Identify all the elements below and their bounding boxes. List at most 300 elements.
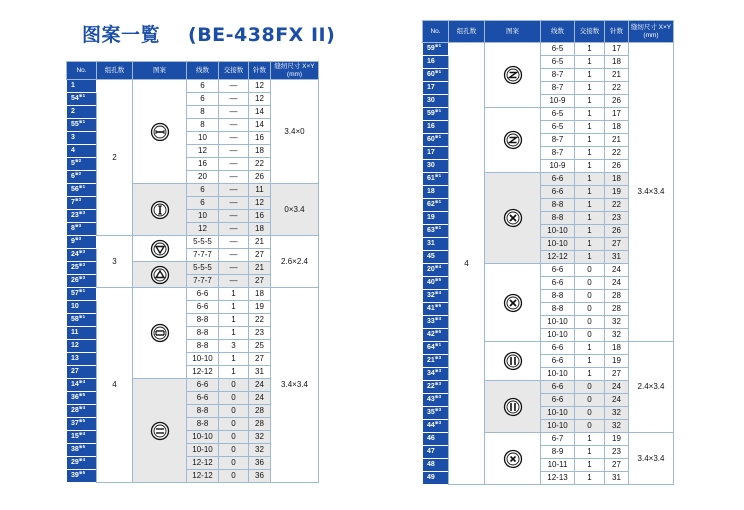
pattern-number <box>423 186 449 199</box>
crossing-count: 0 <box>219 392 249 405</box>
vline-buttonhole-icon <box>150 200 170 220</box>
needle-count: 27 <box>249 275 271 288</box>
crossing-count: — <box>219 80 249 93</box>
triangle-up-icon <box>150 239 170 259</box>
pattern-cell <box>485 264 541 342</box>
line-count: 8-7 <box>541 82 575 95</box>
pattern-number-value: 3 <box>71 134 75 141</box>
needle-count: 17 <box>605 108 629 121</box>
sewing-size: 3.4×0 <box>271 80 319 184</box>
pattern-number-value: 25 <box>71 264 79 271</box>
pattern-number-value: 39 <box>71 472 79 479</box>
footnote-mark: ※1 <box>78 93 86 98</box>
pattern-number <box>423 316 449 329</box>
line-count: 8-8 <box>187 418 219 431</box>
crossing-count: — <box>219 171 249 184</box>
needle-count: 32 <box>249 431 271 444</box>
footnote-mark: ※4 <box>434 316 442 321</box>
pattern-number-value: 36 <box>71 394 79 401</box>
crossing-count: — <box>219 93 249 106</box>
footnote-mark: ※1 <box>434 342 442 347</box>
pattern-number-value: 1 <box>71 82 75 89</box>
line-count: 10 <box>187 132 219 145</box>
footnote-mark: ※4 <box>434 264 442 269</box>
title-model: (BE-438FX II) <box>188 24 336 46</box>
footnote-mark: ※3 <box>78 275 86 280</box>
line-count: 10-10 <box>541 225 575 238</box>
pattern-number <box>423 394 449 407</box>
line-count: 6-6 <box>187 301 219 314</box>
footnote-mark: ※1 <box>78 184 86 189</box>
pattern-number-value: 48 <box>427 461 435 468</box>
needle-count: 14 <box>249 119 271 132</box>
line-count: 10-9 <box>541 160 575 173</box>
pattern-number <box>423 368 449 381</box>
line-count: 20 <box>187 171 219 184</box>
pattern-number-value: 13 <box>71 355 79 362</box>
needle-count: 24 <box>605 277 629 290</box>
line-count: 6-6 <box>541 264 575 277</box>
pattern-number-value: 49 <box>427 474 435 481</box>
line-count: 6-6 <box>541 342 575 355</box>
pattern-number <box>67 366 97 379</box>
pattern-number <box>423 303 449 316</box>
pattern-number <box>423 238 449 251</box>
needle-count: 36 <box>249 457 271 470</box>
page-title <box>82 20 335 47</box>
pattern-number <box>67 470 97 483</box>
pattern-number <box>423 459 449 472</box>
line-count: 10-10 <box>187 444 219 457</box>
pattern-number-value: 64 <box>427 344 435 351</box>
line-count: 5-5-5 <box>187 262 219 275</box>
needle-count: 16 <box>249 210 271 223</box>
pattern-number <box>423 173 449 186</box>
pattern-cell <box>485 433 541 485</box>
needle-count: 27 <box>605 238 629 251</box>
line-count: 16 <box>187 158 219 171</box>
pattern-number-value: 6 <box>71 173 75 180</box>
line-count: 6-6 <box>187 392 219 405</box>
footnote-mark: ※3 <box>74 236 82 241</box>
crossing-count: 1 <box>219 288 249 301</box>
needle-count: 31 <box>605 251 629 264</box>
pattern-number <box>67 184 97 197</box>
footnote-mark: ※1 <box>434 225 442 230</box>
pattern-number-value: 5 <box>71 160 75 167</box>
header-cross: 交接数 <box>219 62 249 80</box>
pattern-number-value: 9 <box>71 238 75 245</box>
footnote-mark: ※1 <box>78 119 86 124</box>
pattern-number <box>67 379 97 392</box>
pattern-number <box>423 329 449 342</box>
crossing-count: 0 <box>575 303 605 316</box>
crossing-count: — <box>219 119 249 132</box>
pattern-number-value: 32 <box>427 292 435 299</box>
needle-count: 23 <box>249 327 271 340</box>
footnote-mark: ※3 <box>74 223 82 228</box>
pattern-number-value: 37 <box>71 420 79 427</box>
pattern-number <box>67 457 97 470</box>
needle-count: 11 <box>249 184 271 197</box>
line-count: 8-8 <box>541 199 575 212</box>
header-no: No. <box>423 21 449 43</box>
header-lines: 线数 <box>187 62 219 80</box>
line-count: 10-10 <box>541 329 575 342</box>
line-count: 10-10 <box>541 238 575 251</box>
needle-count: 32 <box>605 407 629 420</box>
x-pattern-icon <box>503 208 523 228</box>
crossing-count: — <box>219 236 249 249</box>
footnote-mark: ※2 <box>74 158 82 163</box>
pattern-cell <box>485 108 541 173</box>
pattern-number-value: 41 <box>427 305 435 312</box>
pattern-table-left <box>66 61 319 483</box>
line-count: 12-12 <box>541 251 575 264</box>
pattern-number-value: 24 <box>71 251 79 258</box>
pattern-number <box>423 251 449 264</box>
pattern-number-value: 19 <box>427 214 435 221</box>
needle-count: 32 <box>249 444 271 457</box>
line-count: 10-11 <box>541 459 575 472</box>
pattern-number-value: 26 <box>71 277 79 284</box>
pattern-number-value: 31 <box>427 240 435 247</box>
crossing-count: — <box>219 197 249 210</box>
pattern-number <box>423 446 449 459</box>
pattern-number-value: 17 <box>427 149 435 156</box>
header-pattern: 图案 <box>133 62 187 80</box>
pattern-cell <box>133 262 187 288</box>
needle-count: 28 <box>605 303 629 316</box>
line-count: 6 <box>187 80 219 93</box>
line-count: 10-10 <box>187 353 219 366</box>
pattern-number-value: 59 <box>427 45 435 52</box>
pattern-number-value: 18 <box>427 188 435 195</box>
hole-group-count: 3 <box>97 236 133 288</box>
footnote-mark: ※1 <box>434 173 442 178</box>
line-count: 6-6 <box>187 288 219 301</box>
pattern-number-value: 34 <box>427 370 435 377</box>
line-count: 8-8 <box>187 327 219 340</box>
needle-count: 31 <box>249 366 271 379</box>
crossing-count: — <box>219 262 249 275</box>
line-count: 8-8 <box>187 340 219 353</box>
crossing-count: 1 <box>575 95 605 108</box>
sewing-size: 3.4×3.4 <box>271 288 319 483</box>
crossing-count: — <box>219 249 249 262</box>
line-count: 6-5 <box>541 108 575 121</box>
pattern-cell <box>133 379 187 483</box>
crossing-count: 0 <box>219 444 249 457</box>
needle-count: 19 <box>249 301 271 314</box>
pattern-number <box>67 132 97 145</box>
pattern-number <box>67 171 97 184</box>
crossing-count: 0 <box>219 457 249 470</box>
line-count: 10-10 <box>541 420 575 433</box>
pattern-number-value: 30 <box>427 162 435 169</box>
crossing-count: — <box>219 106 249 119</box>
line-count: 12 <box>187 145 219 158</box>
table-row <box>67 288 319 301</box>
pattern-number <box>67 80 97 93</box>
line-count: 8-7 <box>541 147 575 160</box>
line-count: 8-8 <box>541 303 575 316</box>
pattern-number-value: 60 <box>427 136 435 143</box>
crossing-count: 0 <box>575 316 605 329</box>
needle-count: 26 <box>605 160 629 173</box>
line-count: 6-6 <box>541 355 575 368</box>
footnote-mark: ※5 <box>434 303 442 308</box>
pattern-number-value: 12 <box>71 342 79 349</box>
crossing-count: 1 <box>575 69 605 82</box>
line-count: 10-10 <box>541 407 575 420</box>
pattern-number-value: 46 <box>427 435 435 442</box>
sewing-size: 2.6×2.4 <box>271 236 319 288</box>
line-count: 10-10 <box>187 431 219 444</box>
pattern-number <box>423 225 449 238</box>
crossing-count: 0 <box>219 405 249 418</box>
line-count: 6-7 <box>541 433 575 446</box>
pattern-number-value: 20 <box>427 266 435 273</box>
crossing-count: — <box>219 145 249 158</box>
pattern-number-value: 16 <box>427 123 435 130</box>
crossing-count: 1 <box>575 368 605 381</box>
footnote-mark: ※5 <box>78 418 86 423</box>
line-count: 12-12 <box>187 470 219 483</box>
needle-count: 26 <box>249 171 271 184</box>
hole-group-count: 4 <box>97 288 133 483</box>
footnote-mark: ※3 <box>434 420 442 425</box>
pattern-number <box>67 392 97 405</box>
pattern-number-value: 35 <box>427 409 435 416</box>
pattern-number-value: 16 <box>427 58 435 65</box>
footnote-mark: ※3 <box>434 368 442 373</box>
pattern-number-value: 56 <box>71 186 79 193</box>
pattern-number <box>67 418 97 431</box>
pattern-number-value: 43 <box>427 396 435 403</box>
footnote-mark: ※4 <box>78 405 86 410</box>
pattern-number <box>67 431 97 444</box>
pattern-number-value: 10 <box>71 303 79 310</box>
footnote-mark: ※3 <box>78 262 86 267</box>
pattern-number-value: 30 <box>427 97 435 104</box>
pattern-number <box>67 262 97 275</box>
pattern-cell <box>485 173 541 264</box>
footnote-mark: ※5 <box>78 444 86 449</box>
double-vline-icon <box>503 351 523 371</box>
pattern-cell <box>133 236 187 262</box>
sewing-size: 2.4×3.4 <box>629 342 674 433</box>
line-count: 6-5 <box>541 56 575 69</box>
needle-count: 24 <box>605 264 629 277</box>
pattern-cell <box>485 381 541 433</box>
footnote-mark: ※1 <box>434 199 442 204</box>
crossing-count: 1 <box>219 353 249 366</box>
crossing-count: 1 <box>219 327 249 340</box>
footnote-mark: ※1 <box>434 134 442 139</box>
pattern-number <box>423 95 449 108</box>
needle-count: 14 <box>249 106 271 119</box>
line-count: 6-5 <box>541 43 575 56</box>
double-hline-icon <box>150 323 170 343</box>
pattern-number <box>67 275 97 288</box>
pattern-number <box>67 444 97 457</box>
header-size: 缝纫尺寸 X×Y (mm) <box>271 62 319 80</box>
pattern-number-value: 47 <box>427 448 435 455</box>
needle-count: 18 <box>249 145 271 158</box>
pattern-number-value: 63 <box>427 227 435 234</box>
footnote-mark: ※1 <box>78 314 86 319</box>
x-pattern-open-icon <box>503 449 523 469</box>
footnote-mark: ※3 <box>434 407 442 412</box>
crossing-count: 1 <box>575 342 605 355</box>
needle-count: 28 <box>605 290 629 303</box>
pattern-number <box>423 82 449 95</box>
line-count: 12-13 <box>541 472 575 485</box>
footnote-mark: ※3 <box>78 249 86 254</box>
crossing-count: — <box>219 132 249 145</box>
pattern-number-value: 28 <box>71 407 79 414</box>
line-count: 8 <box>187 119 219 132</box>
pattern-number-value: 58 <box>71 316 79 323</box>
pattern-number <box>67 405 97 418</box>
crossing-count: 1 <box>575 355 605 368</box>
footnote-mark: ※5 <box>78 470 86 475</box>
pattern-number <box>423 277 449 290</box>
pattern-number <box>67 93 97 106</box>
footnote-mark: ※1 <box>434 43 442 48</box>
crossing-count: 0 <box>575 407 605 420</box>
needle-count: 26 <box>605 225 629 238</box>
pattern-number-value: 61 <box>427 175 435 182</box>
crossing-count: 0 <box>219 431 249 444</box>
pattern-number <box>67 119 97 132</box>
line-count: 6 <box>187 197 219 210</box>
pattern-number <box>67 288 97 301</box>
footnote-mark: ※5 <box>78 392 86 397</box>
pattern-number <box>67 106 97 119</box>
pattern-number-value: 11 <box>71 329 79 336</box>
pattern-number-value: 54 <box>71 95 79 102</box>
crossing-count: 1 <box>575 173 605 186</box>
pattern-number <box>423 290 449 303</box>
crossing-count: 1 <box>575 472 605 485</box>
needle-count: 23 <box>605 212 629 225</box>
needle-count: 28 <box>249 405 271 418</box>
needle-count: 31 <box>605 472 629 485</box>
header-group: 组孔数 <box>97 62 133 80</box>
line-count: 8-7 <box>541 69 575 82</box>
hole-group-count: 2 <box>97 80 133 236</box>
crossing-count: 1 <box>575 459 605 472</box>
header-group: 组孔数 <box>449 21 485 43</box>
crossing-count: 1 <box>219 366 249 379</box>
pattern-number <box>67 301 97 314</box>
table-row <box>67 80 319 93</box>
needle-count: 27 <box>249 249 271 262</box>
pattern-table-right <box>422 20 674 485</box>
needle-count: 21 <box>249 262 271 275</box>
line-count: 8-8 <box>187 314 219 327</box>
crossing-count: — <box>219 210 249 223</box>
pattern-number <box>423 264 449 277</box>
pattern-number-value: 40 <box>427 279 435 286</box>
needle-count: 27 <box>605 459 629 472</box>
line-count: 12 <box>187 223 219 236</box>
pattern-number <box>423 160 449 173</box>
crossing-count: — <box>219 275 249 288</box>
pattern-number <box>423 342 449 355</box>
pattern-number <box>423 43 449 56</box>
pattern-number-value: 7 <box>71 199 75 206</box>
crossing-count: 0 <box>575 420 605 433</box>
needle-count: 36 <box>249 470 271 483</box>
pattern-number <box>67 353 97 366</box>
line-count: 10-9 <box>541 95 575 108</box>
table-row <box>423 43 674 56</box>
pattern-number <box>67 314 97 327</box>
needle-count: 16 <box>249 132 271 145</box>
crossing-count: 0 <box>575 264 605 277</box>
crossing-count: 1 <box>219 301 249 314</box>
needle-count: 18 <box>605 342 629 355</box>
line-count: 8-8 <box>187 405 219 418</box>
needle-count: 19 <box>605 355 629 368</box>
crossing-count: 1 <box>575 238 605 251</box>
pattern-number-value: 23 <box>71 212 79 219</box>
line-count: 12-12 <box>187 457 219 470</box>
line-count: 10-10 <box>541 316 575 329</box>
line-count: 7-7-7 <box>187 249 219 262</box>
pattern-number-value: 29 <box>71 459 79 466</box>
line-count: 6-6 <box>541 381 575 394</box>
line-count: 6-6 <box>187 379 219 392</box>
pattern-number <box>423 381 449 394</box>
needle-count: 22 <box>249 314 271 327</box>
footnote-mark: ※1 <box>78 288 86 293</box>
pattern-cell <box>133 184 187 236</box>
crossing-count: 1 <box>575 134 605 147</box>
footnote-mark: ※5 <box>434 329 442 334</box>
pattern-number-value: 42 <box>427 331 435 338</box>
pattern-number-value: 8 <box>71 225 75 232</box>
pattern-number-value: 21 <box>427 357 435 364</box>
crossing-count: 1 <box>575 433 605 446</box>
line-count: 6 <box>187 184 219 197</box>
crossing-count: 1 <box>575 56 605 69</box>
crossing-count: 1 <box>575 160 605 173</box>
crossing-count: 1 <box>575 82 605 95</box>
footnote-mark: ※4 <box>434 290 442 295</box>
needle-count: 32 <box>605 329 629 342</box>
needle-count: 27 <box>249 353 271 366</box>
footnote-mark: ※4 <box>78 379 86 384</box>
needle-count: 18 <box>249 288 271 301</box>
pattern-number-value: 45 <box>427 253 435 260</box>
needle-count: 32 <box>605 420 629 433</box>
needle-count: 21 <box>249 236 271 249</box>
footnote-mark: ※3 <box>434 355 442 360</box>
pattern-number <box>423 69 449 82</box>
pattern-cell <box>485 342 541 381</box>
pattern-cell <box>485 43 541 108</box>
crossing-count: 0 <box>575 394 605 407</box>
pattern-number <box>67 249 97 262</box>
header-lines: 线数 <box>541 21 575 43</box>
needle-count: 23 <box>605 446 629 459</box>
needle-count: 24 <box>249 379 271 392</box>
needle-count: 18 <box>249 223 271 236</box>
